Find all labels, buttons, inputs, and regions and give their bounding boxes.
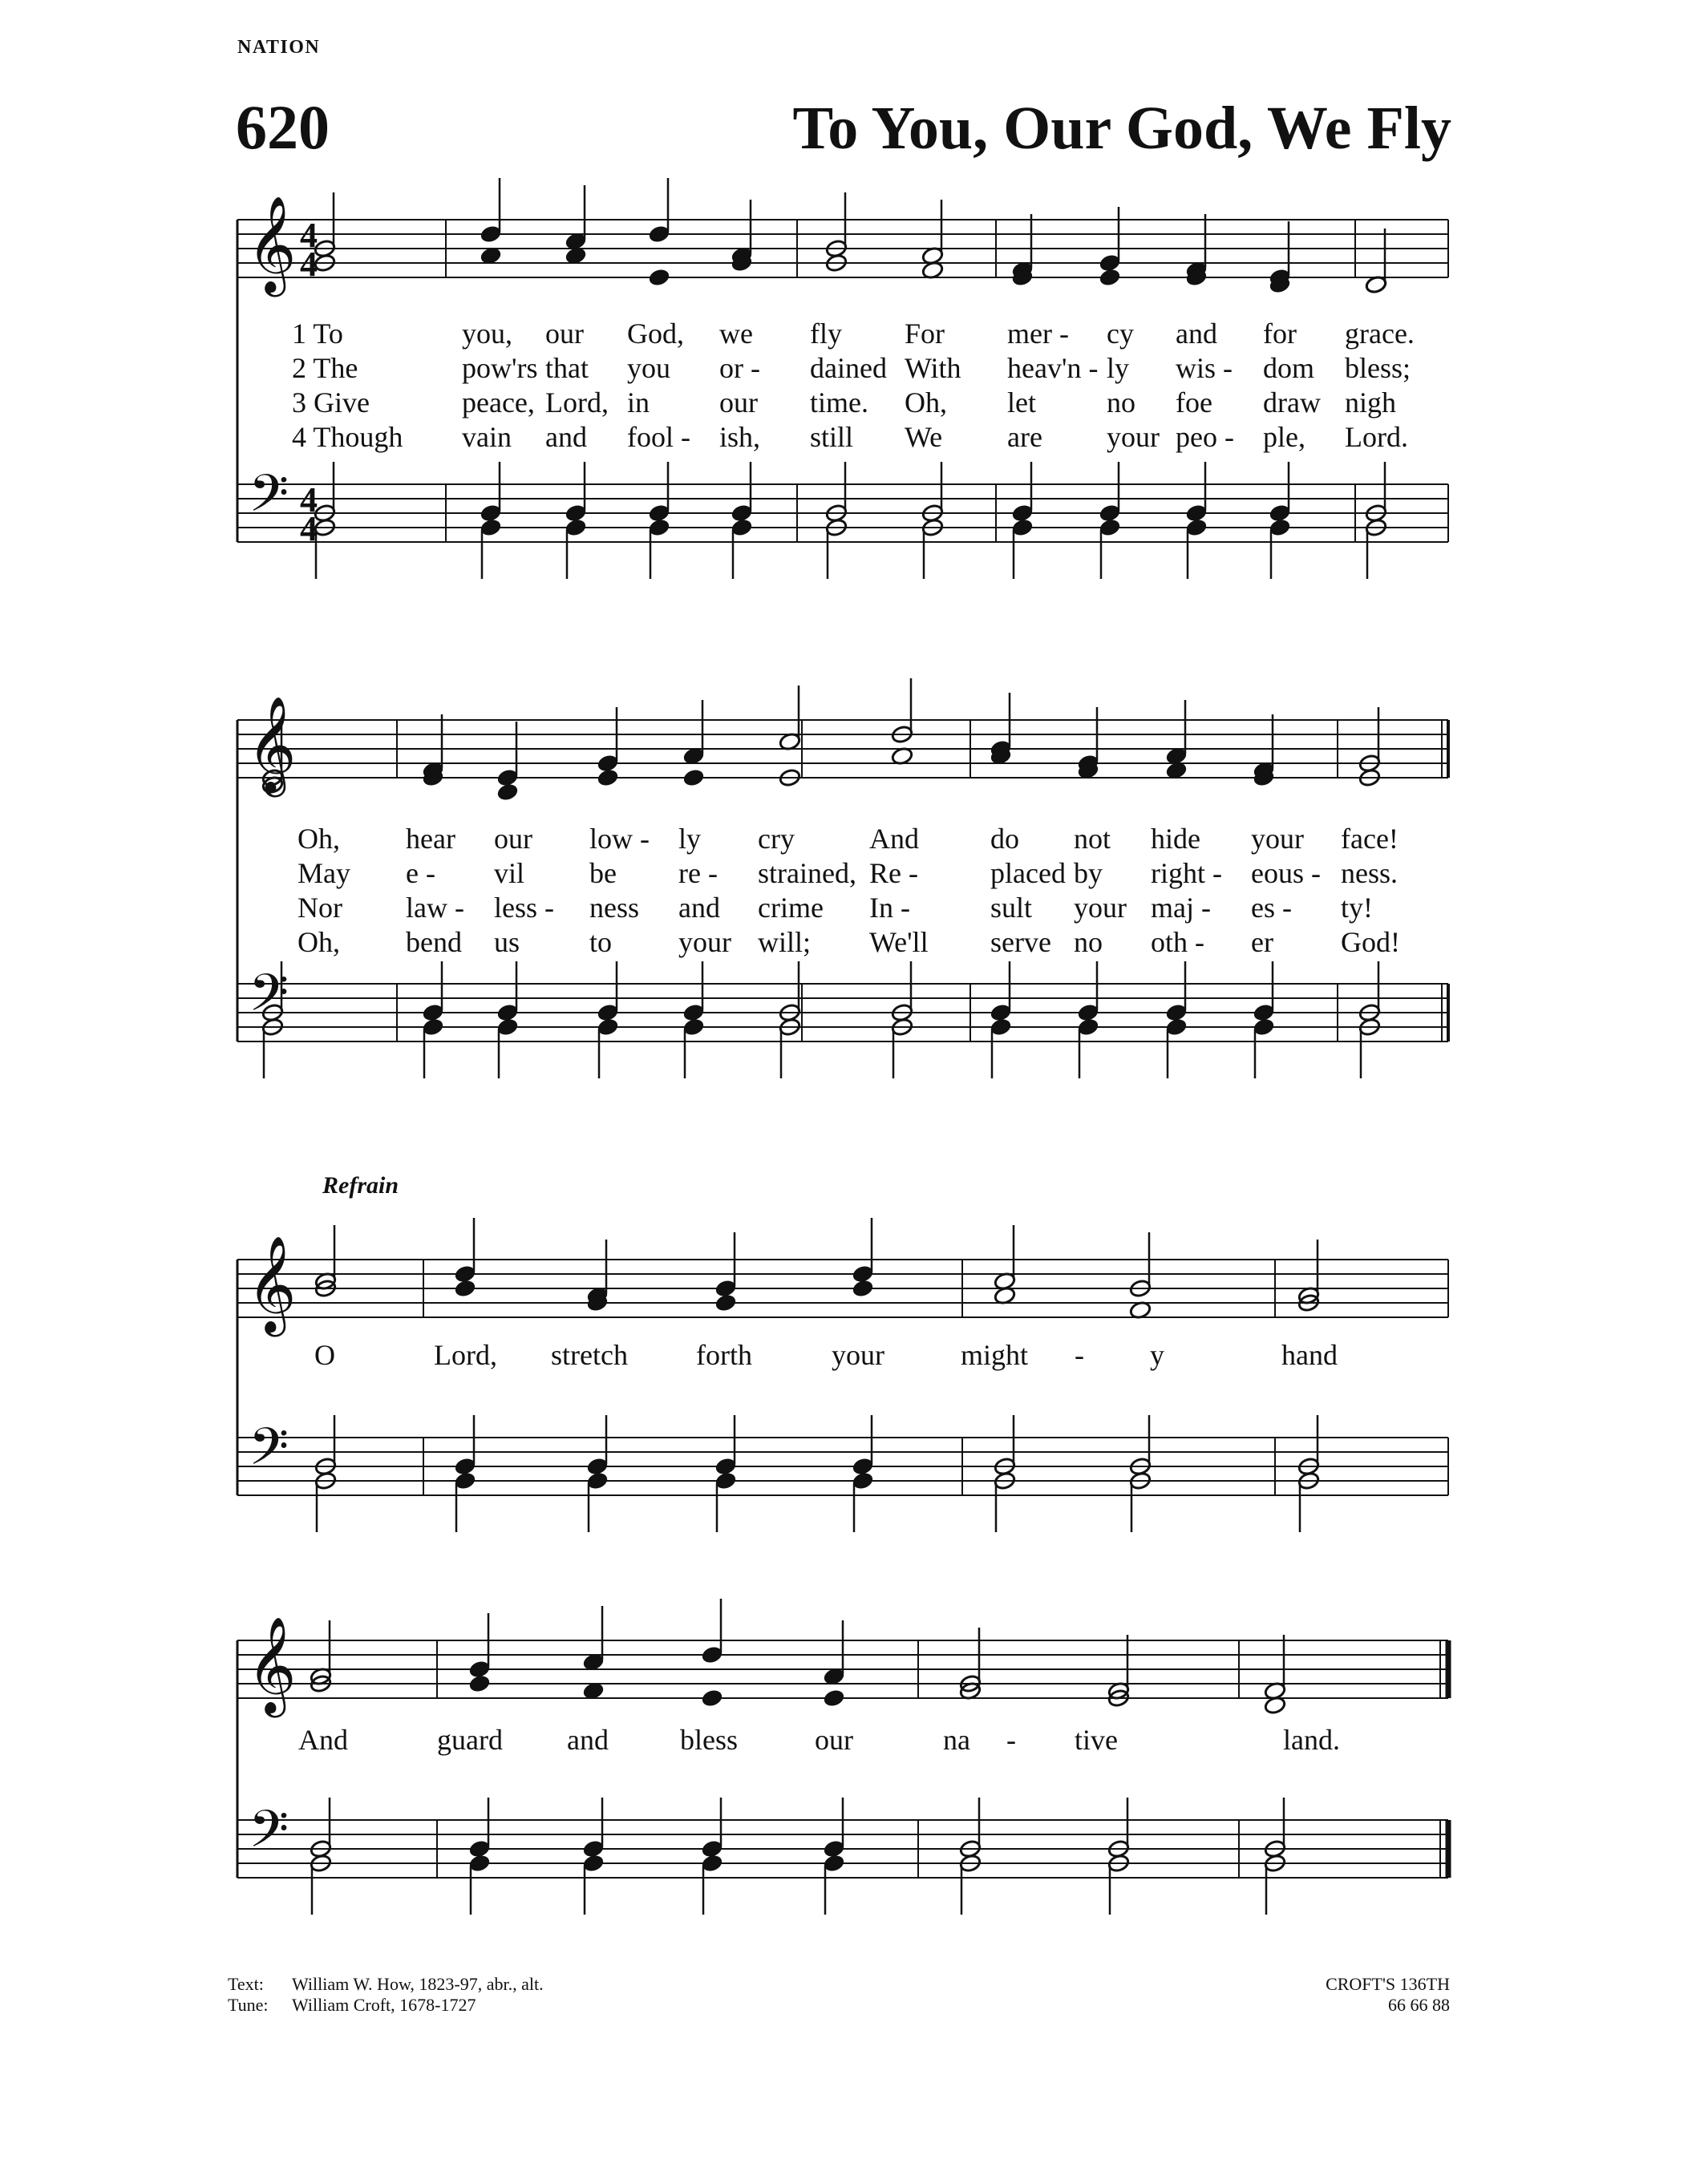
verse-3-lyric: in <box>627 386 650 419</box>
verse-4-lyric: us <box>494 926 520 958</box>
bass-clef-icon: 𝄢 <box>249 964 289 1036</box>
verse-1-lyric: 1 To <box>292 317 343 350</box>
verse-4-lyric: are <box>1007 421 1042 453</box>
verse-3-lyric: Nor <box>298 892 342 924</box>
hymn-number: 620 <box>236 92 330 162</box>
refrain-lyric: bless <box>680 1724 738 1756</box>
alto-note <box>852 1279 874 1298</box>
verse-4-lyric: ple, <box>1263 421 1305 453</box>
verse-4-lyric: vain <box>462 421 512 453</box>
verse-4-lyric: and <box>545 421 587 453</box>
verse-1-lyric: we <box>719 317 753 350</box>
verse-3-lyric: In - <box>869 892 910 924</box>
verse-3-lyric: sult <box>990 892 1033 924</box>
verse-2-lyric: you <box>627 352 670 384</box>
verse-4-lyric: fool - <box>627 421 690 453</box>
verse-4-lyric: Lord. <box>1345 421 1408 453</box>
verse-2-lyric: wis - <box>1176 352 1233 384</box>
credits <box>228 1974 544 2016</box>
alto-note <box>468 1674 491 1693</box>
verse-4-lyric: God! <box>1341 926 1400 958</box>
verse-4-lyric: oth - <box>1151 926 1204 958</box>
alto-note <box>597 768 619 787</box>
verse-1-lyric: And <box>869 823 919 855</box>
verse-1-lyric: low - <box>589 823 650 855</box>
verse-4-lyric: peo - <box>1176 421 1234 453</box>
time-signature: 4 <box>300 216 318 255</box>
alto-note <box>1099 268 1121 287</box>
alto-note <box>454 1279 476 1298</box>
refrain-lyric: y <box>1150 1339 1164 1371</box>
verse-2-lyric: dained <box>810 352 887 384</box>
verse-2-lyric: May <box>298 857 350 889</box>
verse-1-lyric: Oh, <box>298 823 340 855</box>
refrain-lyric: stretch <box>551 1339 628 1371</box>
verse-3-lyric: time. <box>810 386 868 419</box>
verse-2-lyric: eous - <box>1251 857 1321 889</box>
time-signature: 4 <box>300 509 318 548</box>
bass-clef-icon: 𝄢 <box>249 464 289 536</box>
verse-2-lyric: or - <box>719 352 760 384</box>
verse-2-lyric: dom <box>1263 352 1315 384</box>
verse-1-lyric: and <box>1176 317 1217 350</box>
alto-note <box>714 1293 737 1312</box>
verse-1-lyric: our <box>545 317 584 350</box>
verse-3-lyric: law - <box>406 892 464 924</box>
alto-note <box>701 1689 723 1708</box>
verse-1-lyric: God, <box>627 317 684 350</box>
verse-1-lyric: cry <box>758 823 795 855</box>
verse-1-lyric: our <box>494 823 532 855</box>
verse-2-lyric: bless; <box>1345 352 1411 384</box>
tune-info <box>1326 1974 1450 2016</box>
alto-note <box>496 783 519 802</box>
refrain-lyric: na <box>943 1724 970 1756</box>
text-credit: William W. How, 1823-97, abr., alt. <box>292 1974 544 1994</box>
verse-1-lyric: fly <box>810 317 842 350</box>
verse-4-lyric: We'll <box>869 926 929 958</box>
verse-2-lyric: re - <box>678 857 718 889</box>
verse-3-lyric: 3 Give <box>292 386 370 419</box>
verse-1-lyric: grace. <box>1345 317 1415 350</box>
verse-3-lyric: draw <box>1263 386 1321 419</box>
bass-clef-icon: 𝄢 <box>249 1800 289 1872</box>
treble-clef-icon: 𝄞 <box>247 195 297 293</box>
section-label: NATION <box>237 37 321 58</box>
verse-2-lyric: With <box>905 352 961 384</box>
verse-2-lyric: ness. <box>1341 857 1398 889</box>
meter: 66 66 88 <box>1388 1995 1450 2015</box>
verse-3-lyric: nigh <box>1345 386 1397 419</box>
refrain-lyric: forth <box>696 1339 752 1371</box>
verse-4-lyric: to <box>589 926 613 958</box>
refrain-lyric: Lord, <box>434 1339 497 1371</box>
verse-2-lyric: heav'n - <box>1007 352 1099 384</box>
verse-4-lyric: bend <box>406 926 462 958</box>
verse-3-lyric: Oh, <box>905 386 947 419</box>
refrain-lyric: - <box>1006 1724 1016 1756</box>
verse-2-lyric: 2 The <box>292 352 358 384</box>
verse-4-lyric: still <box>810 421 854 453</box>
refrain-lyric: guard <box>437 1724 503 1756</box>
verse-3-lyric: your <box>1074 892 1127 924</box>
text-credit-label: Text: <box>228 1974 264 1994</box>
verse-4-lyric: er <box>1251 926 1273 958</box>
verse-1-lyric: you, <box>462 317 512 350</box>
verse-1-lyric: not <box>1074 823 1111 855</box>
verse-3-lyric: es - <box>1251 892 1292 924</box>
tune-credit: William Croft, 1678-1727 <box>292 1995 476 2015</box>
verse-1-lyric: for <box>1263 317 1297 350</box>
verse-1-lyric: mer - <box>1007 317 1069 350</box>
verse-4-lyric: serve <box>990 926 1051 958</box>
treble-clef-icon: 𝄞 <box>247 1235 297 1333</box>
verse-4-lyric: Oh, <box>298 926 340 958</box>
verse-1-lyric: cy <box>1107 317 1134 350</box>
verse-3-lyric: crime <box>758 892 824 924</box>
alto-note <box>682 768 705 787</box>
refrain-lyric: hand <box>1281 1339 1338 1371</box>
refrain-lyric: And <box>298 1724 348 1756</box>
refrain-lyric: tive <box>1075 1724 1118 1756</box>
verse-1-lyric: hear <box>406 823 455 855</box>
alto-note <box>823 1689 845 1708</box>
time-signature: 4 <box>300 245 318 284</box>
treble-clef-icon: 𝄞 <box>247 1616 297 1713</box>
treble-clef-icon: 𝄞 <box>247 695 297 793</box>
verse-3-lyric: our <box>719 386 758 419</box>
verse-4-lyric: no <box>1074 926 1103 958</box>
verse-2-lyric: vil <box>494 857 525 889</box>
verse-4-lyric: your <box>1107 421 1160 453</box>
verse-2-lyric: be <box>589 857 617 889</box>
verse-2-lyric: ly <box>1107 352 1130 384</box>
verse-1-lyric: your <box>1251 823 1304 855</box>
verse-3-lyric: peace, <box>462 386 535 419</box>
refrain-lyric: O <box>314 1339 335 1371</box>
verse-3-lyric: ness <box>589 892 639 924</box>
verse-2-lyric: strained, <box>758 857 856 889</box>
verse-2-lyric: placed <box>990 857 1066 889</box>
verse-2-lyric: by <box>1074 857 1103 889</box>
verse-3-lyric: Lord, <box>545 386 609 419</box>
refrain-lyric: land. <box>1283 1724 1340 1756</box>
verse-3-lyric: ty! <box>1341 892 1373 924</box>
verse-2-lyric: that <box>545 352 589 384</box>
tune-name: CROFT'S 136TH <box>1326 1974 1450 1994</box>
bass-clef-icon: 𝄢 <box>249 1418 289 1490</box>
verse-3-lyric: let <box>1007 386 1036 419</box>
verse-3-lyric: foe <box>1176 386 1212 419</box>
time-signature: 4 <box>300 480 318 520</box>
refrain-lyric: might <box>961 1339 1029 1371</box>
verse-4-lyric: We <box>905 421 943 453</box>
tune-credit-label: Tune: <box>228 1995 269 2015</box>
refrain-lyric: - <box>1075 1339 1084 1371</box>
verse-2-lyric: pow'rs <box>462 352 538 384</box>
verse-2-lyric: right - <box>1151 857 1222 889</box>
verse-4-lyric: 4 Though <box>292 421 403 453</box>
verse-3-lyric: less - <box>494 892 554 924</box>
refrain-lyric: our <box>815 1724 853 1756</box>
verse-3-lyric: maj - <box>1151 892 1211 924</box>
refrain-lyric: and <box>567 1724 609 1756</box>
refrain-label: Refrain <box>322 1172 399 1199</box>
verse-1-lyric: face! <box>1341 823 1399 855</box>
verse-2-lyric: e - <box>406 857 435 889</box>
verse-3-lyric: no <box>1107 386 1135 419</box>
alto-note <box>648 268 670 287</box>
verse-1-lyric: do <box>990 823 1019 855</box>
verse-4-lyric: ish, <box>719 421 761 453</box>
verse-3-lyric: and <box>678 892 720 924</box>
verse-1-lyric: hide <box>1151 823 1200 855</box>
hymn-title: To You, Our God, We Fly <box>792 95 1451 162</box>
refrain-lyric: your <box>832 1339 884 1371</box>
verse-2-lyric: Re - <box>869 857 918 889</box>
verse-4-lyric: your <box>678 926 731 958</box>
verse-1-lyric: ly <box>678 823 702 855</box>
verse-4-lyric: will; <box>758 926 812 958</box>
verse-1-lyric: For <box>905 317 945 350</box>
